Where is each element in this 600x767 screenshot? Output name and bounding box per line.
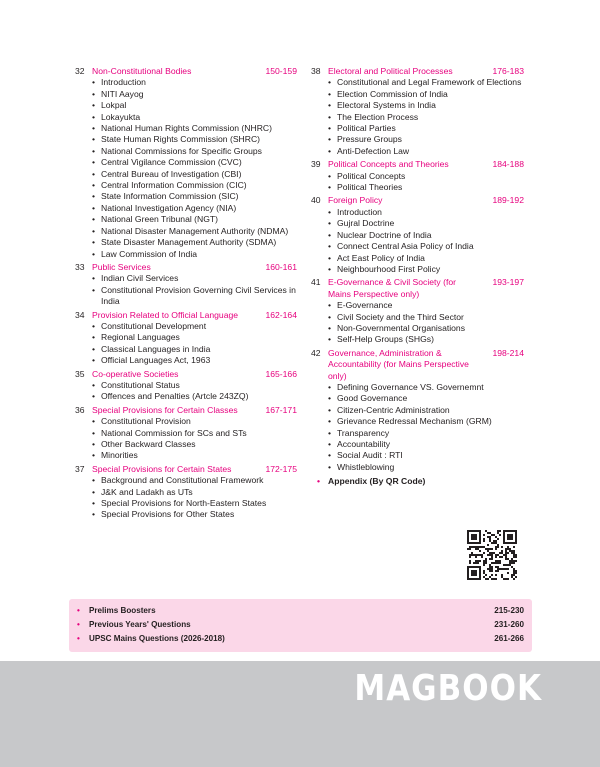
topic-item: • Central Vigilance Commission (CVC) xyxy=(92,157,297,168)
topic-item: • Political Theories xyxy=(328,182,524,193)
topic-item: • Lokpal xyxy=(92,100,297,111)
topic-item: • National Green Tribunal (NGT) xyxy=(92,214,297,225)
chapter-40 xyxy=(311,195,524,275)
topic-item: • National Disaster Management Authority (NDMA) xyxy=(92,226,297,237)
topic-item: • National Investigation Agency (NIA) xyxy=(92,203,297,214)
topic-list xyxy=(311,382,524,473)
chapter-36 xyxy=(75,405,297,462)
chapter-42 xyxy=(311,348,524,473)
topic-item: • Constitutional Provision xyxy=(92,416,297,427)
chapter-number: 40 xyxy=(311,195,321,206)
chapter-title: Public Services xyxy=(92,261,151,272)
bullet: • xyxy=(77,606,80,615)
chapter-number: 42 xyxy=(311,347,321,358)
topic-list xyxy=(311,300,524,346)
topic-list xyxy=(311,77,524,157)
topic-list xyxy=(75,380,297,403)
topic-item: • National Commission for SCs and STs xyxy=(92,428,297,439)
topic-list xyxy=(75,77,297,260)
chapter-pages: 160-161 xyxy=(265,261,297,272)
right-chapter-list xyxy=(311,66,524,473)
topic-item: • Constitutional Status xyxy=(92,380,297,391)
chapter-35 xyxy=(75,369,297,403)
chapter-heading[interactable] xyxy=(311,195,524,206)
chapter-heading[interactable] xyxy=(311,159,524,170)
appendix-entry[interactable] xyxy=(311,476,524,487)
chapter-heading[interactable] xyxy=(75,464,297,475)
bullet: • xyxy=(77,620,80,629)
topic-item: • Special Provisions for Other States xyxy=(92,509,297,520)
topic-item: • Lokayukta xyxy=(92,112,297,123)
chapter-title: Electoral and Political Processes xyxy=(328,66,453,76)
chapter-number: 39 xyxy=(311,159,321,170)
chapter-title: Foreign Policy xyxy=(328,195,383,206)
extras-box xyxy=(69,599,532,652)
chapter-title: E-Governance & Civil Society (for Mains Perspective only) xyxy=(328,277,456,299)
topic-item: • Non-Governmental Organisations xyxy=(328,323,524,334)
topic-item: • Offences and Penalties (Artcle 243ZQ) xyxy=(92,391,297,402)
topic-item: • Citizen-Centric Administration xyxy=(328,405,524,416)
topic-item: • Electoral Systems in India xyxy=(328,100,524,111)
chapter-title: Political Concepts and Theories xyxy=(328,159,449,170)
chapter-heading[interactable] xyxy=(75,262,297,273)
topic-item: • Defining Governance VS. Governemnt xyxy=(328,382,524,393)
topic-item: • Central Information Commission (CIC) xyxy=(92,180,297,191)
extras-pages: 261-266 xyxy=(494,634,524,643)
chapter-38 xyxy=(311,66,524,157)
chapter-number: 41 xyxy=(311,277,321,288)
topic-list xyxy=(75,321,297,367)
chapter-pages: 189-192 xyxy=(492,195,524,206)
topic-item: • State Information Commission (SIC) xyxy=(92,191,297,202)
topic-item: • Introduction xyxy=(92,77,297,88)
chapter-number: 33 xyxy=(75,261,85,272)
chapter-heading[interactable] xyxy=(311,66,524,77)
chapter-number: 35 xyxy=(75,368,85,379)
topic-item: • E-Governance xyxy=(328,300,524,311)
topic-item: • Background and Constitutional Framework xyxy=(92,475,297,486)
chapter-number: 38 xyxy=(311,66,321,76)
chapter-number: 36 xyxy=(75,404,85,415)
toc-right-column xyxy=(311,66,524,488)
topic-item: • Introduction xyxy=(328,207,524,218)
topic-item: • J&K and Ladakh as UTs xyxy=(92,487,297,498)
chapter-pages: 150-159 xyxy=(265,66,297,76)
topic-list xyxy=(311,207,524,275)
topic-item: • Official Languages Act, 1963 xyxy=(92,355,297,366)
appendix-label: Appendix (By QR Code) xyxy=(328,476,426,487)
topic-item: • Transparency xyxy=(328,428,524,439)
chapter-pages: 165-166 xyxy=(265,368,297,379)
topic-item: • Accountability xyxy=(328,439,524,450)
extras-pages: 215-230 xyxy=(494,606,524,615)
topic-item: • Civil Society and the Third Sector xyxy=(328,312,524,323)
extras-label: Prelims Boosters xyxy=(89,606,156,615)
chapter-37 xyxy=(75,464,297,521)
topic-item: • Self-Help Groups (SHGs) xyxy=(328,334,524,345)
topic-item: • Constitutional and Legal Framework of Elections xyxy=(328,77,524,88)
chapter-title: Governance, Administration & Accountability (for Mains Perspective only) xyxy=(328,347,469,381)
extras-pages: 231-260 xyxy=(494,620,524,629)
chapter-pages: 198-214 xyxy=(492,347,524,358)
topic-item: • Regional Languages xyxy=(92,332,297,343)
brand-logo: MAGBOOK xyxy=(354,668,542,710)
chapter-heading[interactable] xyxy=(75,369,297,380)
topic-item: • Connect Central Asia Policy of India xyxy=(328,241,524,252)
chapter-heading[interactable] xyxy=(75,310,297,321)
chapter-32 xyxy=(75,66,297,260)
chapter-number: 37 xyxy=(75,463,85,474)
topic-item: • National Human Rights Commission (NHRC) xyxy=(92,123,297,134)
chapter-number: 32 xyxy=(75,66,85,76)
chapter-number: 34 xyxy=(75,309,85,320)
chapter-title: Special Provisions for Certain States xyxy=(92,463,232,474)
topic-item: • Gujral Doctrine xyxy=(328,218,524,229)
chapter-title: Provision Related to Official Language xyxy=(92,309,239,320)
extras-row[interactable] xyxy=(77,605,524,616)
topic-item: • National Commissions for Specific Groups xyxy=(92,146,297,157)
chapter-heading[interactable] xyxy=(311,348,524,382)
topic-item: • Political Parties xyxy=(328,123,524,134)
qr-code-icon[interactable] xyxy=(467,530,517,580)
topic-list xyxy=(311,171,524,194)
chapter-pages: 176-183 xyxy=(492,66,524,76)
chapter-heading[interactable] xyxy=(311,277,524,300)
chapter-34 xyxy=(75,310,297,367)
topic-item: • Good Governance xyxy=(328,393,524,404)
topic-item: • Election Commission of India xyxy=(328,89,524,100)
topic-item: • State Disaster Management Authority (SDMA) xyxy=(92,237,297,248)
topic-item: • Social Audit : RTI xyxy=(328,450,524,461)
chapter-pages: 162-164 xyxy=(265,309,297,320)
topic-item: • Minorities xyxy=(92,450,297,461)
topic-list xyxy=(75,273,297,307)
topic-item: • Grievance Redressal Mechanism (GRM) xyxy=(328,416,524,427)
topic-item: • Anti-Defection Law xyxy=(328,146,524,157)
topic-item: • Other Backward Classes xyxy=(92,439,297,450)
topic-item: • Constitutional Provision Governing Civil Services in India xyxy=(92,285,297,308)
chapter-title: Special Provisions for Certain Classes xyxy=(92,404,238,415)
appendix-bullet: • xyxy=(317,476,321,487)
topic-item: • Classical Languages in India xyxy=(92,344,297,355)
chapter-39 xyxy=(311,159,524,193)
topic-item: • State Human Rights Commission (SHRC) xyxy=(92,134,297,145)
topic-list xyxy=(75,416,297,462)
extras-label: UPSC Mains Questions (2026-2018) xyxy=(89,634,225,643)
topic-item: • Central Bureau of Investigation (CBI) xyxy=(92,169,297,180)
chapter-pages: 172-175 xyxy=(265,463,297,474)
topic-list xyxy=(75,475,297,521)
chapter-41 xyxy=(311,277,524,345)
topic-item: • Neighbourhood First Policy xyxy=(328,264,524,275)
topic-item: • Special Provisions for North-Eastern States xyxy=(92,498,297,509)
topic-item: • NITI Aayog xyxy=(92,89,297,100)
topic-item: • Law Commission of India xyxy=(92,249,297,260)
chapter-heading[interactable] xyxy=(75,405,297,416)
topic-item: • Pressure Groups xyxy=(328,134,524,145)
bullet: • xyxy=(77,634,80,643)
chapter-pages: 193-197 xyxy=(492,277,524,288)
topic-item: • Indian Civil Services xyxy=(92,273,297,284)
extras-label: Previous Years' Questions xyxy=(89,620,191,629)
topic-item: • Act East Policy of India xyxy=(328,253,524,264)
topic-item: • Nuclear Doctrine of India xyxy=(328,230,524,241)
toc-left-column xyxy=(75,66,297,523)
topic-item: • Constitutional Development xyxy=(92,321,297,332)
topic-item: • Political Concepts xyxy=(328,171,524,182)
topic-item: • Whistleblowing xyxy=(328,462,524,473)
chapter-pages: 184-188 xyxy=(492,159,524,170)
extras-row[interactable] xyxy=(77,619,524,630)
topic-item: • The Election Process xyxy=(328,112,524,123)
chapter-title: Co-operative Societies xyxy=(92,368,179,379)
extras-row[interactable] xyxy=(77,633,524,644)
chapter-33 xyxy=(75,262,297,308)
chapter-heading[interactable] xyxy=(75,66,297,77)
chapter-title: Non-Constitutional Bodies xyxy=(92,66,192,76)
chapter-pages: 167-171 xyxy=(265,404,297,415)
